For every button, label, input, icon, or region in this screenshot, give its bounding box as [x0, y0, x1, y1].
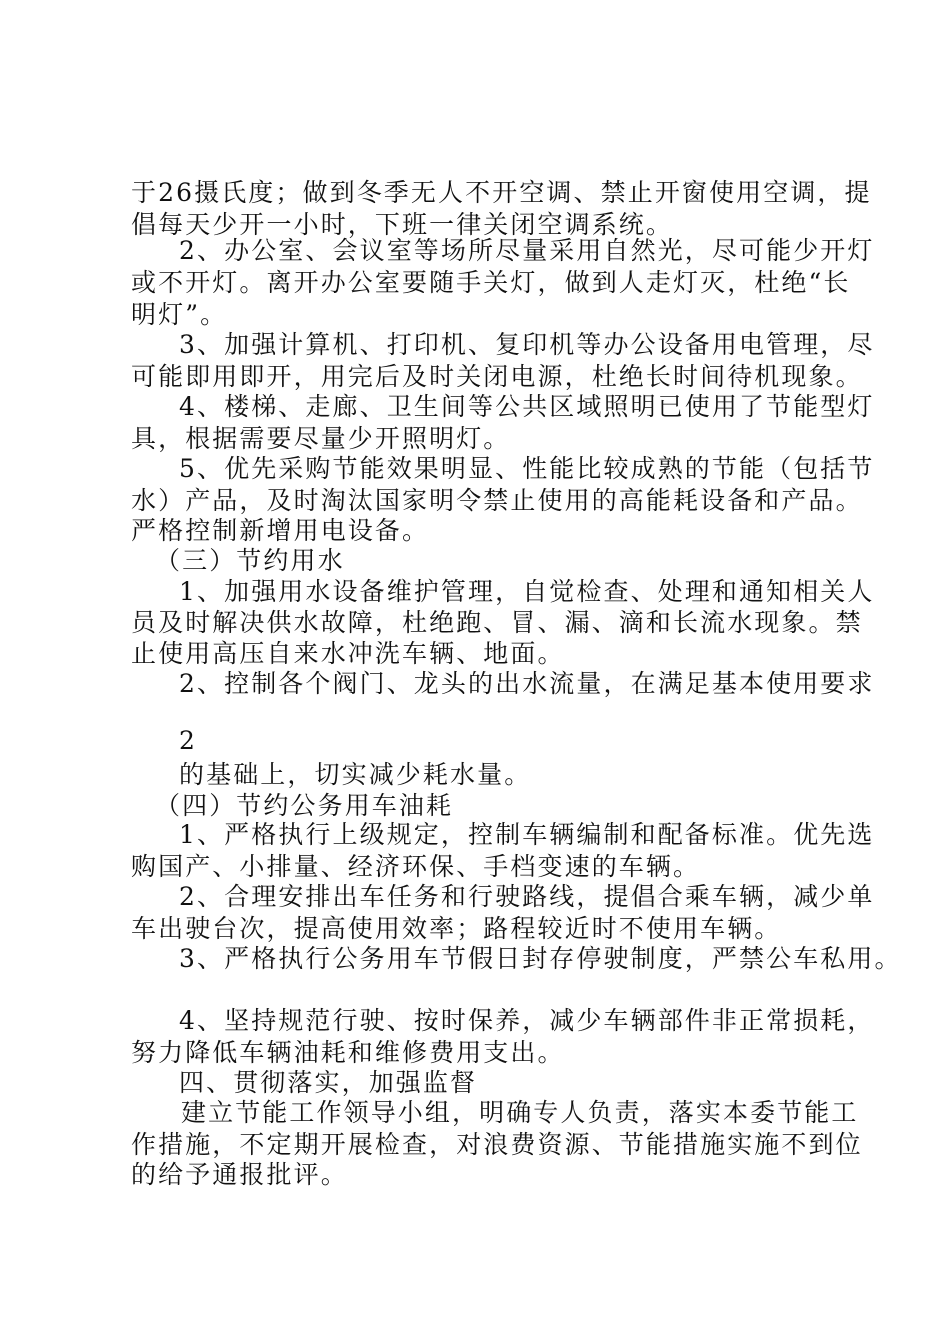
text-line: 努力降低车辆油耗和维修费用支出。	[131, 1038, 565, 1067]
text-line: 倡每天少开一小时，下班一律关闭空调系统。	[131, 210, 674, 239]
text-line: 4、楼梯、走廊、卫生间等公共区域照明已使用了节能型灯	[179, 392, 875, 421]
text-line: 严格控制新增用电设备。	[131, 516, 430, 545]
section-heading: （三）节约用水	[155, 546, 345, 575]
section-heading: （四）节约公务用车油耗	[155, 791, 454, 820]
text-line: 3、严格执行公务用车节假日封存停驶制度，严禁公车私用。	[179, 944, 902, 973]
text-line: 或不开灯。离开办公室要随手关灯，做到人走灯灭，杜绝“长	[131, 268, 851, 297]
text-line: 车出驶台次，提高使用效率；路程较近时不使用车辆。	[131, 914, 782, 943]
text-line: 作措施，不定期开展检查，对浪费资源、节能措施实施不到位	[131, 1130, 863, 1159]
text-line: 2、控制各个阀门、龙头的出水流量，在满足基本使用要求	[179, 669, 875, 698]
text-line: 2、办公室、会议室等场所尽量采用自然光，尽可能少开灯	[179, 236, 875, 265]
text-line: 2、合理安排出车任务和行驶路线，提倡合乘车辆，减少单	[179, 882, 875, 911]
text-line: 水）产品，及时淘汰国家明令禁止使用的高能耗设备和产品。	[131, 486, 863, 515]
text-line: 1、严格执行上级规定，控制车辆编制和配备标准。优先选	[179, 820, 875, 849]
text-line: 3、加强计算机、打印机、复印机等办公设备用电管理，尽	[179, 330, 875, 359]
text-line: 于26摄氏度；做到冬季无人不开空调、禁止开窗使用空调，提	[131, 178, 872, 207]
text-line: 止使用高压自来水冲洗车辆、地面。	[131, 639, 565, 668]
section-heading: 四、贯彻落实，加强监督	[179, 1068, 478, 1097]
text-line: 4、坚持规范行驶、按时保养，减少车辆部件非正常损耗，	[179, 1006, 875, 1035]
text-line: 1、加强用水设备维护管理，自觉检查、处理和通知相关人	[179, 577, 875, 606]
text-line: 明灯”。	[131, 300, 228, 329]
text-line: 可能即用即开，用完后及时关闭电源，杜绝长时间待机现象。	[131, 362, 863, 391]
page-number: 2	[179, 726, 195, 755]
text-line: 建立节能工作领导小组，明确专人负责，落实本委节能工	[181, 1098, 859, 1127]
text-line: 5、优先采购节能效果明显、性能比较成熟的节能（包括节	[179, 454, 875, 483]
text-line: 的基础上，切实减少耗水量。	[179, 760, 532, 789]
text-line: 购国产、小排量、经济环保、手档变速的车辆。	[131, 852, 701, 881]
text-line: 具，根据需要尽量少开照明灯。	[131, 424, 511, 453]
text-line: 的给予通报批评。	[131, 1160, 348, 1189]
text-line: 员及时解决供水故障，杜绝跑、冒、漏、滴和长流水现象。禁	[131, 608, 863, 637]
